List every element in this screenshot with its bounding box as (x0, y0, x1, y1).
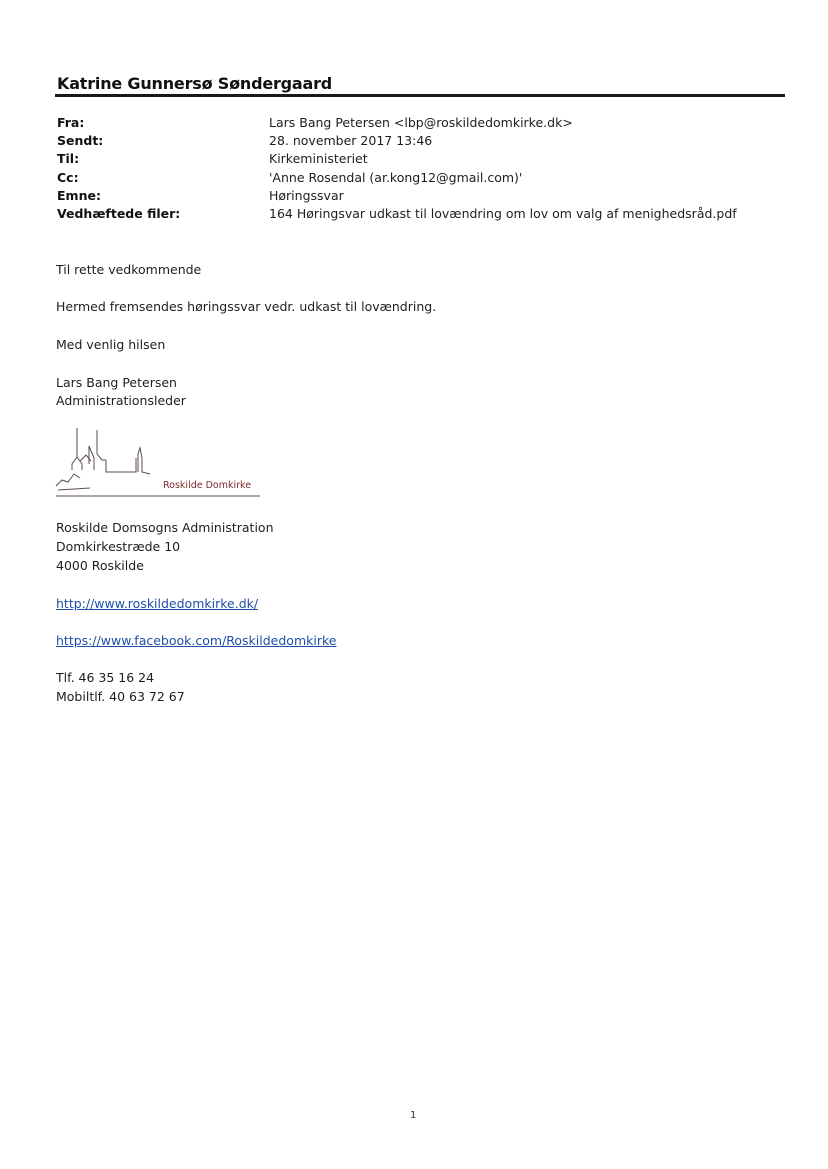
street-address: Domkirkestræde 10 (56, 539, 181, 554)
sender-title: Administrationsleder (56, 393, 186, 408)
organization: Roskilde Domsogns Administration (56, 520, 274, 535)
mobile-phone: Mobiltlf. 40 63 72 67 (56, 689, 185, 704)
website-link[interactable] (56, 596, 258, 611)
logo-text: Roskilde Domkirke (163, 480, 252, 491)
facebook-link[interactable] (56, 633, 336, 648)
page-title: Katrine Gunnersø Søndergaard (57, 74, 333, 93)
phone: Tlf. 46 35 16 24 (56, 670, 155, 685)
title-divider (55, 94, 785, 97)
header-label: Fra: (57, 115, 85, 130)
header-label: Vedhæftede filer: (57, 206, 181, 221)
closing: Med venlig hilsen (56, 337, 166, 352)
header-label: Sendt: (57, 133, 104, 148)
attachment-filename[interactable]: 164 Høringsvar udkast til lovændring om lov om valg af menighedsråd.pdf (269, 206, 737, 221)
greeting: Til rette vedkommende (56, 262, 202, 277)
city: 4000 Roskilde (56, 558, 144, 573)
cathedral-icon (50, 424, 270, 500)
page-number: 1 (410, 1110, 417, 1121)
sender-name: Lars Bang Petersen (56, 375, 177, 390)
header-value: Høringssvar (269, 188, 344, 203)
header-label: Emne: (57, 188, 101, 203)
header-value: 'Anne Rosendal (ar.kong12@gmail.com)' (269, 170, 523, 185)
facebook-link-text[interactable]: https://www.facebook.com/Roskildedomkirke (56, 633, 337, 648)
header-value: Kirkeministeriet (269, 151, 368, 166)
header-label: Cc: (57, 170, 79, 185)
signature-logo (50, 424, 270, 500)
website-link-text[interactable]: http://www.roskildedomkirke.dk/ (56, 596, 259, 611)
header-label: Til: (57, 151, 80, 166)
header-value: Lars Bang Petersen <lbp@roskildedomkirke.dk> (269, 115, 573, 130)
header-value: 28. november 2017 13:46 (269, 133, 433, 148)
message: Hermed fremsendes høringssvar vedr. udkast til lovændring. (56, 299, 437, 314)
